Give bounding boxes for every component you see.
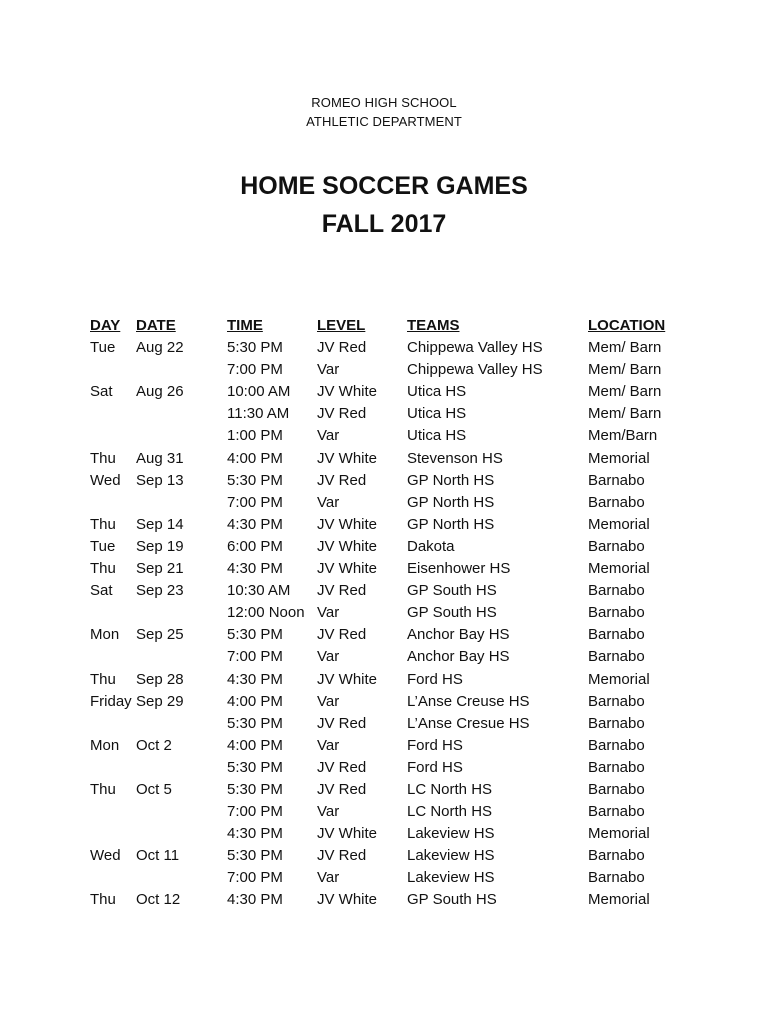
- game-day: Thu: [90, 560, 116, 578]
- game-time: 4:30 PM: [227, 891, 283, 909]
- game-day: Sat: [90, 383, 113, 401]
- game-time: 4:30 PM: [227, 560, 283, 578]
- game-day: Mon: [90, 626, 120, 644]
- table-row: [0, 514, 768, 536]
- game-day: Wed: [90, 471, 121, 489]
- table-row: [0, 757, 768, 779]
- game-level: Var: [317, 361, 340, 379]
- column-header-teams: TEAMS: [407, 317, 460, 334]
- game-location: Barnabo: [588, 692, 645, 710]
- game-opponent: GP North HS: [407, 471, 495, 489]
- game-opponent: Anchor Bay HS: [407, 648, 510, 666]
- game-location: Barnabo: [588, 537, 645, 555]
- game-location: Barnabo: [588, 493, 645, 511]
- game-level: Var: [317, 648, 340, 666]
- game-location: Barnabo: [588, 582, 645, 600]
- game-time: 5:30 PM: [227, 714, 283, 732]
- table-row: [0, 558, 768, 580]
- game-date: Oct 12: [136, 891, 181, 909]
- school-name: ROMEO HIGH SCHOOL: [311, 95, 457, 110]
- game-opponent: Ford HS: [407, 758, 463, 776]
- table-row: [0, 602, 768, 624]
- game-opponent: Chippewa Valley HS: [407, 361, 543, 379]
- game-opponent: LC North HS: [407, 803, 493, 821]
- game-opponent: Utica HS: [407, 405, 467, 423]
- table-row: [0, 889, 768, 911]
- game-day: Tue: [90, 537, 116, 555]
- game-time: 4:00 PM: [227, 692, 283, 710]
- game-level: JV White: [317, 670, 378, 688]
- game-opponent: Utica HS: [407, 383, 467, 401]
- table-row: [0, 713, 768, 735]
- column-header-time: TIME: [227, 317, 263, 334]
- game-opponent: Lakeview HS: [407, 847, 495, 865]
- table-row: [0, 536, 768, 558]
- table-row: [0, 735, 768, 757]
- game-level: Var: [317, 692, 340, 710]
- game-day: Thu: [90, 780, 116, 798]
- game-location: Mem/ Barn: [588, 361, 662, 379]
- page-title: HOME SOCCER GAMES: [240, 172, 528, 200]
- game-level: JV White: [317, 891, 378, 909]
- game-location: Memorial: [588, 670, 650, 688]
- column-header-date: DATE: [136, 317, 176, 334]
- game-level: JV Red: [317, 758, 367, 776]
- game-opponent: GP South HS: [407, 891, 497, 909]
- game-opponent: Stevenson HS: [407, 449, 503, 467]
- game-location: Mem/ Barn: [588, 405, 662, 423]
- game-date: Sep 25: [136, 626, 184, 644]
- game-opponent: LC North HS: [407, 780, 493, 798]
- game-day: Thu: [90, 449, 116, 467]
- game-location: Barnabo: [588, 471, 645, 489]
- game-location: Barnabo: [588, 626, 645, 644]
- game-level: JV Red: [317, 582, 367, 600]
- game-date: Sep 28: [136, 670, 184, 688]
- table-row: [0, 624, 768, 646]
- game-time: 5:30 PM: [227, 471, 283, 489]
- table-row: [0, 425, 768, 447]
- game-location: Barnabo: [588, 780, 645, 798]
- game-time: 7:00 PM: [227, 648, 283, 666]
- game-date: Sep 23: [136, 582, 184, 600]
- game-location: Mem/Barn: [588, 427, 658, 445]
- game-location: Mem/ Barn: [588, 339, 662, 357]
- game-time: 1:00 PM: [227, 427, 283, 445]
- game-location: Mem/ Barn: [588, 383, 662, 401]
- game-day: Friday: [90, 692, 132, 710]
- game-level: JV White: [317, 449, 378, 467]
- game-opponent: Anchor Bay HS: [407, 626, 510, 644]
- game-time: 5:30 PM: [227, 780, 283, 798]
- table-row: [0, 381, 768, 403]
- game-time: 7:00 PM: [227, 803, 283, 821]
- game-level: Var: [317, 869, 340, 887]
- game-day: Wed: [90, 847, 121, 865]
- table-row: [0, 359, 768, 381]
- table-row: [0, 867, 768, 889]
- game-time: 5:30 PM: [227, 339, 283, 357]
- game-location: Memorial: [588, 515, 650, 533]
- table-row: [0, 823, 768, 845]
- game-day: Thu: [90, 670, 116, 688]
- game-date: Sep 14: [136, 515, 184, 533]
- table-row: [0, 403, 768, 425]
- game-level: JV Red: [317, 714, 367, 732]
- column-header-day: DAY: [90, 317, 121, 334]
- game-time: 5:30 PM: [227, 626, 283, 644]
- game-time: 12:00 Noon: [227, 604, 305, 622]
- game-time: 4:30 PM: [227, 670, 283, 688]
- game-location: Barnabo: [588, 648, 645, 666]
- game-opponent: Lakeview HS: [407, 869, 495, 887]
- game-level: Var: [317, 736, 340, 754]
- table-row: [0, 779, 768, 801]
- table-row: [0, 646, 768, 668]
- game-opponent: Lakeview HS: [407, 825, 495, 843]
- game-day: Thu: [90, 515, 116, 533]
- game-location: Barnabo: [588, 803, 645, 821]
- game-day: Tue: [90, 339, 116, 357]
- game-day: Thu: [90, 891, 116, 909]
- game-location: Barnabo: [588, 736, 645, 754]
- table-row: [0, 492, 768, 514]
- game-level: Var: [317, 604, 340, 622]
- game-time: 4:30 PM: [227, 515, 283, 533]
- game-level: JV Red: [317, 471, 367, 489]
- game-date: Oct 11: [136, 847, 180, 865]
- game-time: 4:30 PM: [227, 825, 283, 843]
- table-header-row: [0, 315, 768, 337]
- game-level: JV Red: [317, 626, 367, 644]
- game-date: Sep 13: [136, 471, 184, 489]
- department-name: ATHLETIC DEPARTMENT: [306, 114, 462, 129]
- game-level: JV White: [317, 825, 378, 843]
- table-row: [0, 580, 768, 602]
- game-opponent: GP North HS: [407, 493, 495, 511]
- game-date: Sep 29: [136, 692, 184, 710]
- game-date: Aug 26: [136, 383, 184, 401]
- game-opponent: L’Anse Cresue HS: [407, 714, 530, 732]
- game-level: JV White: [317, 515, 378, 533]
- season-title: FALL 2017: [321, 210, 447, 238]
- column-header-location: LOCATION: [588, 317, 666, 334]
- game-time: 4:00 PM: [227, 449, 283, 467]
- game-opponent: Utica HS: [407, 427, 467, 445]
- game-level: JV Red: [317, 339, 367, 357]
- game-level: Var: [317, 427, 340, 445]
- game-location: Memorial: [588, 891, 650, 909]
- game-opponent: L’Anse Creuse HS: [407, 692, 530, 710]
- game-time: 10:00 AM: [227, 383, 291, 401]
- game-time: 7:00 PM: [227, 361, 283, 379]
- game-date: Aug 31: [136, 449, 184, 467]
- game-opponent: GP South HS: [407, 582, 497, 600]
- game-level: JV Red: [317, 405, 367, 423]
- game-date: Sep 21: [136, 560, 184, 578]
- game-level: JV Red: [317, 847, 367, 865]
- game-time: 7:00 PM: [227, 493, 283, 511]
- game-date: Sep 19: [136, 537, 184, 555]
- game-date: Oct 2: [136, 736, 172, 754]
- game-location: Memorial: [588, 449, 650, 467]
- game-time: 11:30 AM: [227, 405, 290, 423]
- game-time: 6:00 PM: [227, 537, 283, 555]
- game-level: JV White: [317, 383, 378, 401]
- schedule-table: [0, 315, 768, 912]
- game-opponent: Ford HS: [407, 670, 463, 688]
- game-level: Var: [317, 803, 340, 821]
- game-location: Barnabo: [588, 714, 645, 732]
- game-time: 10:30 AM: [227, 582, 291, 600]
- game-day: Mon: [90, 736, 120, 754]
- table-row: [0, 337, 768, 359]
- game-opponent: GP South HS: [407, 604, 497, 622]
- game-opponent: Eisenhower HS: [407, 560, 511, 578]
- schedule-rows: [0, 337, 768, 911]
- game-opponent: Dakota: [407, 537, 455, 555]
- game-level: JV White: [317, 560, 378, 578]
- table-row: [0, 448, 768, 470]
- game-time: 4:00 PM: [227, 736, 283, 754]
- game-location: Barnabo: [588, 869, 645, 887]
- game-time: 5:30 PM: [227, 847, 283, 865]
- table-row: [0, 691, 768, 713]
- game-time: 7:00 PM: [227, 869, 283, 887]
- column-header-level: LEVEL: [317, 317, 366, 334]
- game-location: Memorial: [588, 560, 650, 578]
- table-row: [0, 669, 768, 691]
- game-level: JV White: [317, 537, 378, 555]
- game-location: Barnabo: [588, 604, 645, 622]
- game-location: Barnabo: [588, 758, 645, 776]
- game-date: Oct 5: [136, 780, 172, 798]
- game-day: Sat: [90, 582, 113, 600]
- game-time: 5:30 PM: [227, 758, 283, 776]
- game-location: Memorial: [588, 825, 650, 843]
- game-opponent: GP North HS: [407, 515, 495, 533]
- game-level: JV Red: [317, 780, 367, 798]
- game-level: Var: [317, 493, 340, 511]
- game-date: Aug 22: [136, 339, 184, 357]
- table-row: [0, 845, 768, 867]
- game-location: Barnabo: [588, 847, 645, 865]
- game-opponent: Chippewa Valley HS: [407, 339, 543, 357]
- game-opponent: Ford HS: [407, 736, 463, 754]
- table-row: [0, 470, 768, 492]
- table-row: [0, 801, 768, 823]
